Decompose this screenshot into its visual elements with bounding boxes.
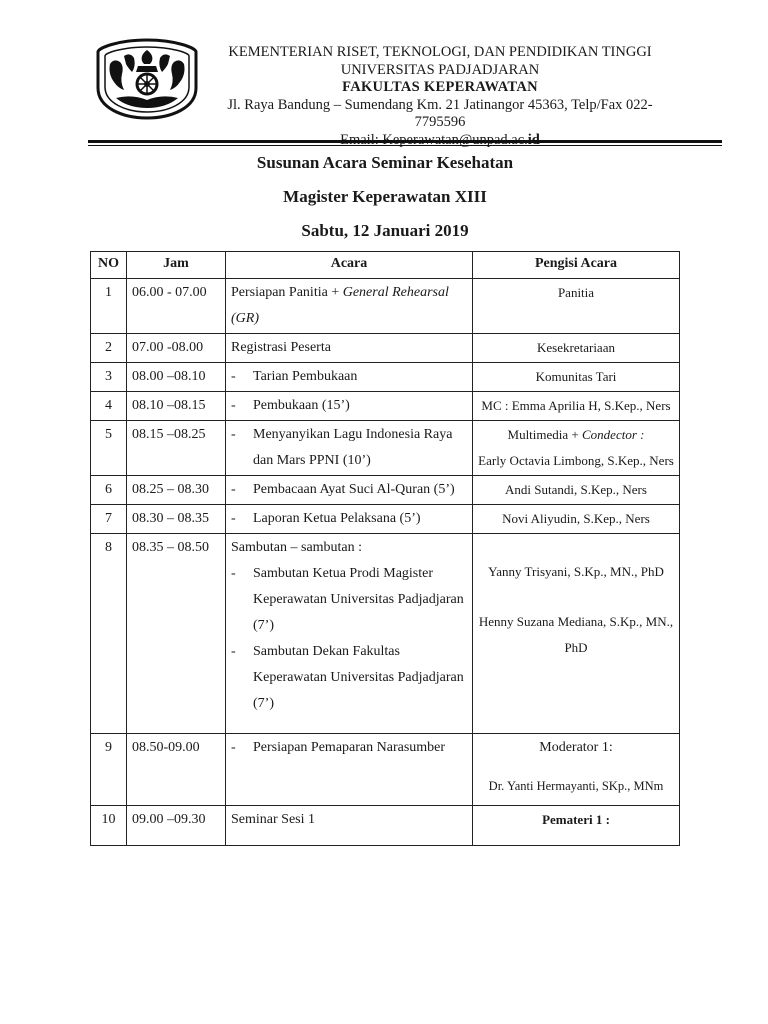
acara-text-italic: General Rehearsal (GR) xyxy=(231,285,449,326)
title-line-2: Magister Keperawatan XIII xyxy=(283,187,487,206)
row-no: 4 xyxy=(91,392,127,421)
moderator-label: Moderator 1: xyxy=(539,740,613,755)
acara-sub-item: Sambutan Ketua Prodi Magister Keperawatan Universitas Padjadjaran (7’) xyxy=(253,566,464,633)
row-no: 7 xyxy=(91,505,127,534)
list-dash: - xyxy=(231,398,236,413)
list-dash: - xyxy=(231,511,236,526)
list-dash: - xyxy=(231,566,236,581)
list-dash: - xyxy=(231,482,236,497)
row-jam: 07.00 -08.00 xyxy=(127,334,226,363)
table-row xyxy=(91,392,680,421)
letterhead xyxy=(0,0,768,150)
row-no: 3 xyxy=(91,363,127,392)
row-jam: 08.30 – 08.35 xyxy=(127,505,226,534)
row-acara: Registrasi Peserta xyxy=(226,334,473,363)
row-jam: 08.00 –08.10 xyxy=(127,363,226,392)
acara-sub-item: Sambutan Dekan Fakultas Keperawatan Universitas Padjadjaran (7’) xyxy=(253,644,464,711)
acara-text: Pembacaan Ayat Suci Al-Quran (5’) xyxy=(253,482,455,497)
pengisi-name: Yanny Trisyani, S.Kp., MN., PhD xyxy=(488,564,664,579)
row-pengisi: MC : Emma Aprilia H, S.Kep., Ners xyxy=(473,392,680,421)
pengisi-name: Henny Suzana Mediana, S.Kp., MN., PhD xyxy=(478,614,674,655)
row-pengisi: Pemateri 1 : xyxy=(473,806,680,846)
row-acara xyxy=(226,392,473,421)
row-jam: 08.50-09.00 xyxy=(127,734,226,806)
table-row xyxy=(91,334,680,363)
row-acara xyxy=(226,363,473,392)
row-acara xyxy=(226,534,473,734)
table-row xyxy=(91,363,680,392)
acara-text: Pembukaan (15’) xyxy=(253,398,350,413)
pengisi-name: Early Octavia Limbong, S.Kep., Ners xyxy=(478,453,674,468)
row-pengisi xyxy=(473,534,680,734)
row-jam: 06.00 - 07.00 xyxy=(127,279,226,334)
table-row xyxy=(91,279,680,334)
row-acara xyxy=(226,279,473,334)
list-dash: - xyxy=(231,644,236,659)
letterhead-rule-thick xyxy=(88,140,722,143)
header-acara: Acara xyxy=(226,252,473,279)
row-no: 8 xyxy=(91,534,127,734)
row-acara xyxy=(226,421,473,476)
row-jam: 08.10 –08.15 xyxy=(127,392,226,421)
row-pengisi xyxy=(473,734,680,806)
list-dash: - xyxy=(231,427,236,442)
table-header-row xyxy=(91,252,680,279)
row-jam: 08.35 – 08.50 xyxy=(127,534,226,734)
row-jam: 09.00 –09.30 xyxy=(127,806,226,846)
pengisi-text: Multimedia + xyxy=(507,427,583,442)
row-pengisi: Kesekretariaan xyxy=(473,334,680,363)
row-acara xyxy=(226,505,473,534)
row-no: 10 xyxy=(91,806,127,846)
row-pengisi: Novi Aliyudin, S.Kep., Ners xyxy=(473,505,680,534)
row-acara xyxy=(226,476,473,505)
table-row xyxy=(91,734,680,806)
row-acara xyxy=(226,734,473,806)
agenda-table xyxy=(90,251,680,846)
list-dash: - xyxy=(231,740,236,755)
title-line-3: Sabtu, 12 Januari 2019 xyxy=(301,221,469,240)
row-acara: Seminar Sesi 1 xyxy=(226,806,473,846)
acara-text: Sambutan – sambutan : xyxy=(231,540,363,555)
moderator-name: Dr. Yanti Hermayanti, SKp., MNm xyxy=(488,779,664,793)
row-no: 5 xyxy=(91,421,127,476)
table-row xyxy=(91,421,680,476)
row-no: 1 xyxy=(91,279,127,334)
acara-text: Persiapan Pemaparan Narasumber xyxy=(253,740,446,755)
header-pengisi: Pengisi Acara xyxy=(473,252,680,279)
row-no: 6 xyxy=(91,476,127,505)
header-jam: Jam xyxy=(127,252,226,279)
title-line-1: Susunan Acara Seminar Kesehatan xyxy=(256,153,514,172)
table-row xyxy=(91,505,680,534)
organization-block xyxy=(205,44,675,149)
row-pengisi: Andi Sutandi, S.Kep., Ners xyxy=(473,476,680,505)
address-line: Jl. Raya Bandung – Sumendang Km. 21 Jatinangor 45363, Telp/Fax 022-7795596 xyxy=(227,96,653,130)
acara-text: Persiapan Panitia + xyxy=(231,285,343,300)
faculty-name: FAKULTAS KEPERAWATAN xyxy=(342,79,538,95)
row-pengisi: Komunitas Tari xyxy=(473,363,680,392)
pengisi-text-italic: Condector : xyxy=(582,427,645,442)
list-dash: - xyxy=(231,369,236,384)
ministry-name: KEMENTERIAN RISET, TEKNOLOGI, DAN PENDIDIKAN TINGGI xyxy=(228,44,652,60)
acara-text: Tarian Pembukaan xyxy=(253,369,358,384)
acara-text: Laporan Ketua Pelaksana (5’) xyxy=(253,511,421,526)
row-no: 2 xyxy=(91,334,127,363)
row-jam: 08.25 – 08.30 xyxy=(127,476,226,505)
university-name: UNIVERSITAS PADJADJARAN xyxy=(340,61,540,78)
table-row xyxy=(91,806,680,846)
letterhead-rule-thin xyxy=(88,145,722,146)
unpad-logo-icon xyxy=(96,38,198,120)
row-jam: 08.15 –08.25 xyxy=(127,421,226,476)
row-pengisi: Panitia xyxy=(473,279,680,334)
header-no: NO xyxy=(91,252,127,279)
document-title-block xyxy=(90,150,680,254)
row-no: 9 xyxy=(91,734,127,806)
acara-text: Menyanyikan Lagu Indonesia Raya dan Mars PPNI (10’) xyxy=(253,427,453,468)
row-pengisi xyxy=(473,421,680,476)
table-row xyxy=(91,476,680,505)
table-row xyxy=(91,534,680,734)
